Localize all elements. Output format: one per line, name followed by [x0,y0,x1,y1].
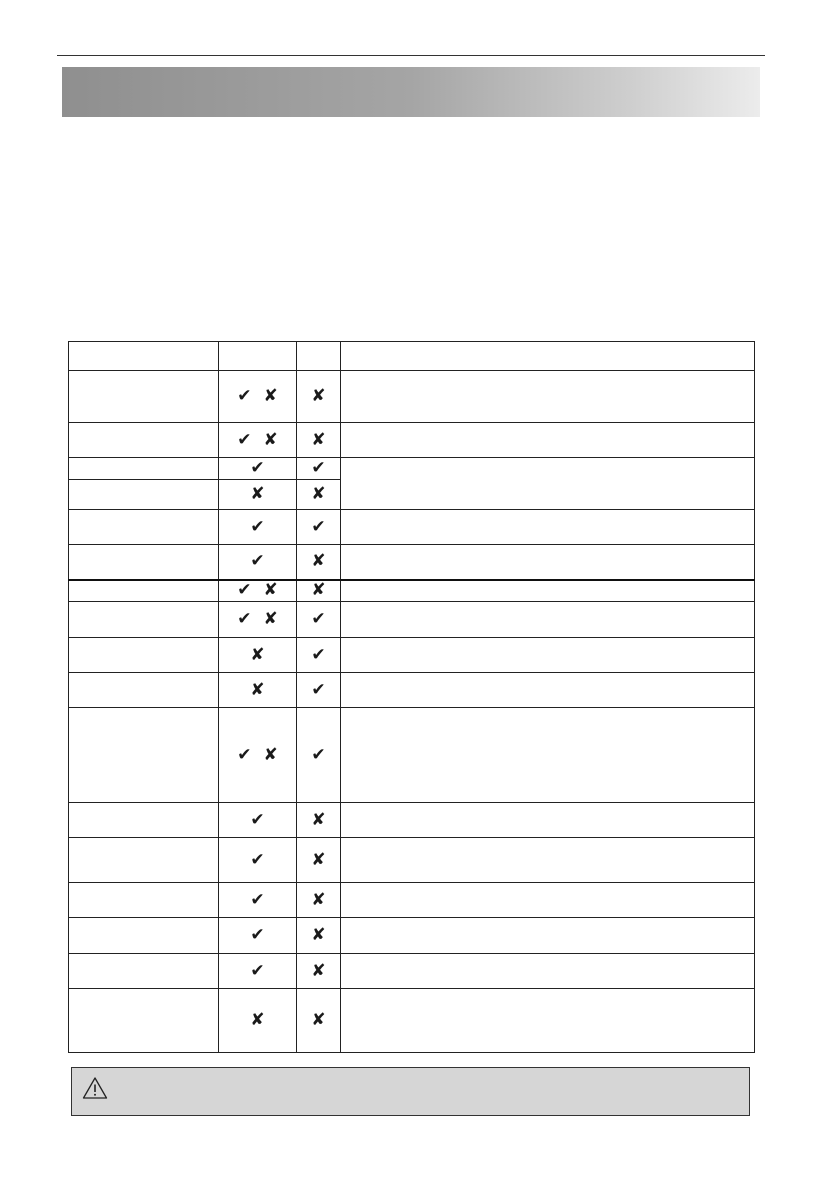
feature-name-cell [69,458,219,480]
col2-cell [297,638,341,673]
cross-mark-icon: ✘ [311,429,326,450]
cross-mark-icon: ✘ [311,484,326,504]
feature-name-cell [69,423,219,458]
table-row [69,545,755,580]
col2-cell [297,989,341,1053]
table-row [69,918,755,954]
col2-cell [297,371,341,423]
feature-compatibility-table [68,341,755,1053]
description-cell [341,838,755,883]
col2-cell [297,480,341,510]
table-row [69,708,755,803]
col1-cell [219,838,297,883]
feature-name-cell [69,954,219,989]
col2-cell [297,545,341,580]
col2-cell [297,708,341,803]
warning-triangle-icon [82,1076,108,1100]
table-row [69,371,755,423]
table-row [69,673,755,708]
cross-mark-icon: ✘ [263,744,278,765]
description-cell [341,458,755,510]
header-cell [219,342,297,371]
feature-name-cell [69,989,219,1053]
check-mark-icon: ✔ [250,925,265,945]
table-row [69,423,755,458]
header-rule [57,55,765,56]
col1-cell [219,423,297,458]
table-row [69,458,755,480]
description-cell [341,545,755,580]
cross-mark-icon: ✘ [263,609,278,629]
col1-cell [219,989,297,1053]
feature-name-cell [69,371,219,423]
header-cell [69,342,219,371]
feature-name-cell [69,480,219,510]
check-mark-icon: ✔ [311,458,326,478]
feature-name-cell [69,545,219,580]
warning-note [71,1067,750,1116]
table-row [69,602,755,638]
feature-name-cell [69,673,219,708]
col2-cell [297,423,341,458]
feature-name-cell [69,803,219,838]
col1-cell [219,918,297,954]
check-mark-icon: ✔ [311,679,326,700]
feature-name-cell [69,638,219,673]
col2-cell [297,803,341,838]
col1-cell [219,510,297,545]
check-mark-icon: ✔ [250,809,265,830]
table-row [69,580,755,602]
check-mark-icon: ✔ [311,609,326,629]
check-mark-icon: ✔ [250,849,265,870]
check-mark-icon: ✔ [250,889,265,910]
table-row [69,954,755,989]
check-mark-icon: ✔ [311,644,326,665]
col1-cell [219,673,297,708]
description-cell [341,708,755,803]
col1-cell [219,458,297,480]
check-mark-icon: ✔ [250,458,265,478]
description-cell [341,423,755,458]
feature-name-cell [69,918,219,954]
description-cell [341,510,755,545]
description-cell [341,954,755,989]
col2-cell [297,954,341,989]
feature-name-cell [69,602,219,638]
check-mark-icon: ✔ [237,429,252,450]
description-cell [341,580,755,602]
table-row [69,638,755,673]
description-cell [341,883,755,918]
cross-mark-icon: ✘ [250,1010,265,1030]
header-cell [297,342,341,371]
description-cell [341,638,755,673]
table-row [69,989,755,1053]
check-mark-icon: ✔ [237,580,252,601]
col2-cell [297,838,341,883]
cross-mark-icon: ✘ [311,809,326,830]
check-mark-icon: ✔ [237,609,252,629]
header-cell [341,342,755,371]
cross-mark-icon: ✘ [311,925,326,945]
feature-name-cell [69,883,219,918]
cross-mark-icon: ✘ [263,580,278,601]
cross-mark-icon: ✘ [311,551,326,572]
col1-cell [219,371,297,423]
col2-cell [297,918,341,954]
col1-cell [219,602,297,638]
col1-cell [219,883,297,918]
table-row [69,883,755,918]
col2-cell [297,673,341,708]
check-mark-icon: ✔ [250,516,265,537]
col2-cell [297,458,341,480]
description-cell [341,602,755,638]
check-mark-icon: ✔ [250,960,265,981]
table-row [69,510,755,545]
check-mark-icon: ✔ [311,744,326,765]
feature-name-cell [69,510,219,545]
col2-cell [297,510,341,545]
cross-mark-icon: ✘ [311,849,326,870]
cross-mark-icon: ✘ [311,889,326,910]
cross-mark-icon: ✘ [250,484,265,504]
check-mark-icon: ✔ [237,744,252,765]
feature-name-cell [69,708,219,803]
col1-cell [219,638,297,673]
check-mark-icon: ✔ [237,386,252,406]
col1-cell [219,580,297,602]
col1-cell [219,954,297,989]
check-mark-icon: ✔ [311,516,326,537]
cross-mark-icon: ✘ [263,429,278,450]
col2-cell [297,580,341,602]
description-cell [341,918,755,954]
table-row [69,803,755,838]
cross-mark-icon: ✘ [311,386,326,406]
cross-mark-icon: ✘ [311,960,326,981]
description-cell [341,989,755,1053]
description-cell [341,371,755,423]
col1-cell [219,480,297,510]
col1-cell [219,545,297,580]
cross-mark-icon: ✘ [311,580,326,601]
description-cell [341,673,755,708]
section-title-banner [62,67,760,117]
table-header-row [69,342,755,371]
cross-mark-icon: ✘ [263,386,278,406]
feature-name-cell [69,580,219,602]
cross-mark-icon: ✘ [311,1010,326,1030]
col1-cell [219,803,297,838]
col2-cell [297,602,341,638]
col2-cell [297,883,341,918]
table-row [69,838,755,883]
description-cell [341,803,755,838]
check-mark-icon: ✔ [250,551,265,572]
cross-mark-icon: ✘ [250,679,265,700]
col1-cell [219,708,297,803]
feature-name-cell [69,838,219,883]
cross-mark-icon: ✘ [250,644,265,665]
